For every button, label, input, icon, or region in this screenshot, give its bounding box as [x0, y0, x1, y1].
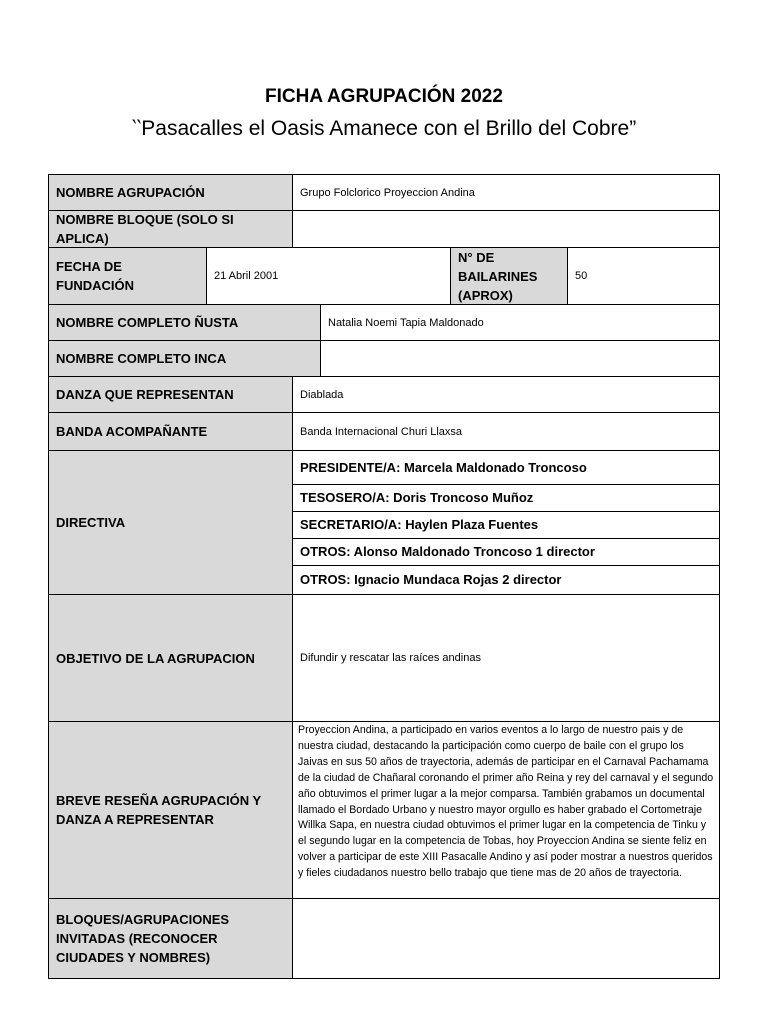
danza-field[interactable]: Diablada — [292, 376, 720, 413]
nombre-agrupacion-label: NOMBRE AGRUPACIÓN — [48, 174, 293, 211]
fecha-fundacion-field[interactable]: 21 Abril 2001 — [206, 247, 451, 305]
nusta-label: NOMBRE COMPLETO ÑUSTA — [48, 304, 321, 341]
nusta-field[interactable]: Natalia Noemi Tapia Maldonado — [320, 304, 720, 341]
invitados-label: BLOQUES/AGRUPACIONES INVITADAS (RECONOCER CIUDADES Y NOMBRES) — [48, 898, 293, 979]
form-title: FICHA AGRUPACIÓN 2022 — [265, 86, 503, 107]
inca-field[interactable] — [320, 340, 720, 377]
banda-field[interactable]: Banda Internacional Churi Llaxsa — [292, 412, 720, 451]
n-bailarines-label: N° DE BAILARINES (APROX) — [450, 247, 568, 305]
resena-field[interactable]: Proyeccion Andina, a participado en varios eventos a lo largo de nuestro pais y de nuestra ciudad, destacando la participación como cuerpo de baile con el grupo los Jaivas en sus 50 años de trayectoria, además de participar en el Carnaval Pachamama de la ciudad de Chañaral coronando el primer año Reina y rey del carnaval y el segundo año obtuvimos el primer lugar a la mejor comparsa. También grabamos un documental llamado el Bordado Urbano y nuestro mayor orgullo es haber grabado el Cortometraje Willka Sapa, en nuestra ciudad obtuvimos el primer lugar en la competencia de Tinku y el segundo lugar en la competencia de Tobas, hoy Proyeccion Andina se siente feliz en volver a participar de este XIII Pasacalle Andino y así poder mostrar a nuestros queridos y fieles ciudadanos nuestro bello trabajo que tiene mas de 20 años de trayectoria. — [292, 721, 720, 899]
directiva-label: DIRECTIVA — [48, 450, 293, 595]
nombre-agrupacion-field[interactable]: Grupo Folclorico Proyeccion Andina — [292, 174, 720, 211]
resena-label: BREVE RESEÑA AGRUPACIÓN Y DANZA A REPRESENTAR — [48, 721, 293, 899]
registration-form — [48, 174, 720, 979]
banda-label: BANDA ACOMPAÑANTE — [48, 412, 293, 451]
form-subtitle: ‵‵Pasacalles el Oasis Amanece con el Brillo del Cobre” — [131, 117, 637, 140]
objetivo-field[interactable]: Difundir y rescatar las raíces andinas — [292, 594, 720, 722]
danza-label: DANZA QUE REPRESENTAN — [48, 376, 293, 413]
directiva-otros-1[interactable]: OTROS: Alonso Maldonado Troncoso 1 director — [292, 538, 720, 566]
fecha-fundacion-label: FECHA DE FUNDACIÓN — [48, 247, 207, 305]
nombre-bloque-label: NOMBRE BLOQUE (SOLO SI APLICA) — [48, 210, 293, 248]
directiva-secretario[interactable]: SECRETARIO/A: Haylen Plaza Fuentes — [292, 511, 720, 539]
invitados-field[interactable] — [292, 898, 720, 979]
objetivo-label: OBJETIVO DE LA AGRUPACION — [48, 594, 293, 722]
nombre-bloque-field[interactable] — [292, 210, 720, 248]
directiva-presidente[interactable]: PRESIDENTE/A: Marcela Maldonado Troncoso — [292, 450, 720, 485]
directiva-tesorero[interactable]: TESOSERO/A: Doris Troncoso Muñoz — [292, 484, 720, 512]
directiva-otros-2[interactable]: OTROS: Ignacio Mundaca Rojas 2 director — [292, 565, 720, 595]
n-bailarines-field[interactable]: 50 — [567, 247, 720, 305]
inca-label: NOMBRE COMPLETO INCA — [48, 340, 321, 377]
